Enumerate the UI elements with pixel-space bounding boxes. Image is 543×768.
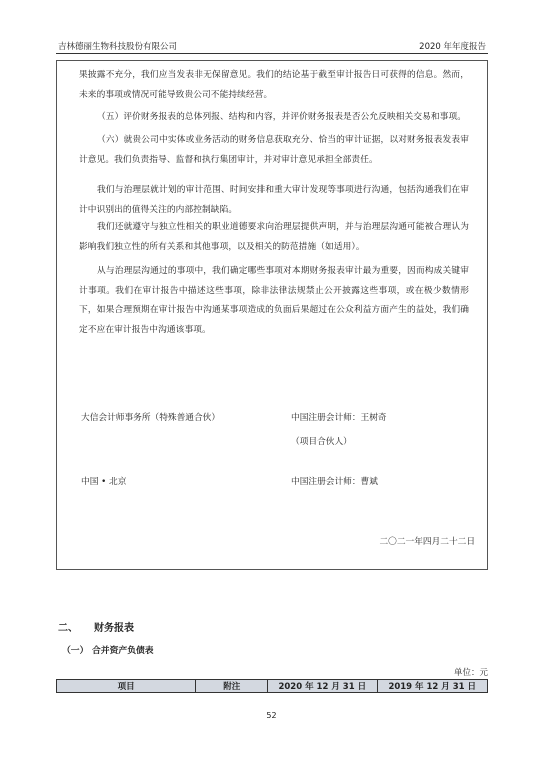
report-title: 2020 年年度报告 bbox=[419, 42, 486, 52]
page-header bbox=[56, 38, 488, 54]
column-header-item: 项目 bbox=[57, 680, 196, 692]
cpa-signature-2: 中国注册会计师：曹斌 bbox=[291, 477, 378, 487]
audit-report-box bbox=[56, 60, 488, 570]
section-heading bbox=[58, 619, 134, 634]
subsection-title: 合并资产负债表 bbox=[92, 646, 154, 656]
project-partner-label: （项目合伙人） bbox=[291, 437, 352, 447]
section-number: 二、 bbox=[58, 623, 78, 634]
cpa-signature-1: 中国注册会计师：王树奇 bbox=[291, 413, 387, 423]
balance-sheet-header-row bbox=[56, 679, 488, 693]
section-title: 财务报表 bbox=[94, 623, 134, 634]
subsection-heading bbox=[62, 643, 154, 656]
paragraph: （六）就贵公司中实体或业务活动的财务信息获取充分、恰当的审计证据，以对财务报表发表审计意见。我们负责指导、监督和执行集团审计，并对审计意见承担全部责任。 bbox=[79, 135, 469, 165]
column-header-note: 附注 bbox=[196, 680, 268, 692]
paragraph: 我们与治理层就计划的审计范围、时间安排和重大审计发现等事项进行沟通，包括沟通我们在审计中识别出的值得关注的内部控制缺陷。 bbox=[79, 185, 469, 215]
column-header-2020: 2020 年 12 月 31 日 bbox=[268, 680, 377, 692]
company-name: 吉林德丽生物科技股份有限公司 bbox=[58, 42, 178, 52]
paragraph: 从与治理层沟通过的事项中，我们确定哪些事项对本期财务报表审计最为重要，因而构成关键审计事项。我们在审计报告中描述这些事项，除非法律法规禁止公开披露这些事项，或在极少数情形下，如果合理预期在审计报告中沟通某事项造成的负面后果超过在公众利益方面产生的益处，我们确定不应在审计报告中沟通该事项。 bbox=[79, 266, 469, 335]
paragraph: 果披露不充分，我们应当发表非无保留意见。我们的结论基于截至审计报告日可获得的信息。然而，未来的事项或情况可能导致贵公司不能持续经营。 bbox=[79, 70, 469, 100]
firm-location: 中国 • 北京 bbox=[81, 477, 127, 487]
unit-label: 单位：元 bbox=[453, 668, 488, 678]
paragraph: （五）评价财务报表的总体列报、结构和内容，并评价财务报表是否公允反映相关交易和事项。 bbox=[97, 112, 467, 122]
subsection-number: （一） bbox=[62, 646, 89, 656]
paragraph: 我们还就遵守与独立性相关的职业道德要求向治理层提供声明，并与治理层沟通可能被合理认为影响我们独立性的所有关系和其他事项，以及相关的防范措施（如适用）。 bbox=[79, 222, 469, 252]
page-number: 52 bbox=[266, 711, 277, 720]
report-date: 二〇二一年四月二十二日 bbox=[379, 537, 475, 547]
column-header-2019: 2019 年 12 月 31 日 bbox=[388, 682, 477, 692]
audit-firm: 大信会计师事务所（特殊普通合伙） bbox=[81, 413, 220, 423]
